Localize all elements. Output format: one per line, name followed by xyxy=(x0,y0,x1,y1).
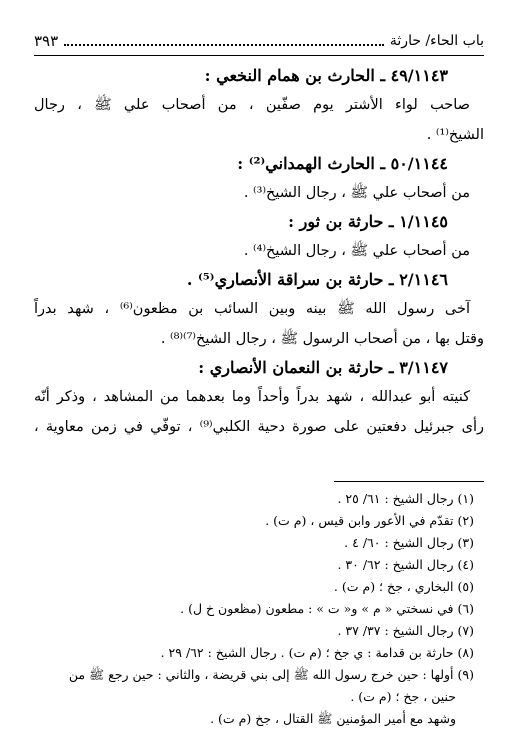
entry-line: من أصحاب علي ﷺ ، رجال الشيخ⁽⁴⁾ . xyxy=(243,243,470,259)
footnote-continuation: وشهد مع أمير المؤمنين ﷺ القتال ، جخ (م ت) . xyxy=(210,711,456,726)
footnote: (٥) البخاري ، جخ ؛ (م ت) . xyxy=(333,579,474,594)
footnote: (٧) رجال الشيخ : ٣٧/ ٣٧ . xyxy=(337,623,474,638)
footnote-separator xyxy=(334,481,484,482)
entry-title: ٤٩/١١٤٣ ـ الحارث بن همام النخعي : xyxy=(204,66,448,85)
entry-line: صاحب لواء الأشتر يوم صفّين ، من أصحاب علي ﷺ ، رجال xyxy=(34,97,470,113)
entry-line: وقتل بها ، من أصحاب الرسول ﷺ ، رجال الشيخ⁽⁷⁾⁽⁸⁾ . xyxy=(160,331,484,347)
entry-title: ٣/١١٤٧ ـ حارثة بن النعمان الأنصاري : xyxy=(198,358,448,377)
footnote: (٨) حارثة بن قدامة : ي جخ ؛ (م ت) . رجال الشيخ : ٦٢/ ٢٩ . xyxy=(160,645,474,660)
footnote: (١) رجال الشيخ : ٦١/ ٢٥ . xyxy=(337,491,474,506)
footnote: (٤) رجال الشيخ : ٦٢/ ٣٠ . xyxy=(337,557,474,572)
entry-line: الشيخ⁽¹⁾ . xyxy=(426,127,484,143)
page-number: ٣٩٣ xyxy=(34,32,59,50)
entry-line: من أصحاب علي ﷺ ، رجال الشيخ⁽³⁾ . xyxy=(243,185,470,201)
leader-dots xyxy=(64,36,384,46)
running-header-title: باب الحاء/ حارثة xyxy=(389,33,484,49)
entry-line: كنيته أبو عبدالله ، شهد بدراً وأحداً وما بعدهما من المشاهد ، وذكر أنّه xyxy=(34,389,470,405)
entry-title: ٢/١١٤٦ ـ حارثة بن سراقة الأنصاري⁽⁵⁾ . xyxy=(186,270,448,289)
entry-line: آخى رسول الله ﷺ بينه وبين السائب بن مظعون⁽⁶⁾ ، شهد بدراً xyxy=(34,301,470,317)
running-header xyxy=(34,30,484,52)
footnote: (٢) تقدّم في الأعور وابن قيس ، (م ت) . xyxy=(265,513,474,528)
entries-block xyxy=(34,62,484,442)
footnote: (٩) أولها : حين خرج رسول الله ﷺ إلى بني قريضة ، والثاني : حين رجع ﷺ من xyxy=(68,667,474,682)
footnotes-block xyxy=(34,488,474,730)
footnote-continuation: حنين ، جخ ؛ (م ت) . xyxy=(350,689,456,704)
entry-title: ١/١١٤٥ ـ حارثة بن ثور : xyxy=(288,212,448,231)
header-rule xyxy=(34,55,484,56)
entry-line: رأى جبرئيل دفعتين على صورة دحية الكلبي⁽⁹⁾ ، توفّي في زمن معاوية ، xyxy=(34,419,484,435)
entry-title: ٥٠/١١٤٤ ـ الحارث الهمداني⁽²⁾ : xyxy=(237,154,448,173)
footnote: (٦) في نسختي « م » و« ت » : مطعون (مظعون خ ل) . xyxy=(180,601,474,616)
footnote: (٣) رجال الشيخ : ٦٠/ ٤ . xyxy=(344,535,474,550)
